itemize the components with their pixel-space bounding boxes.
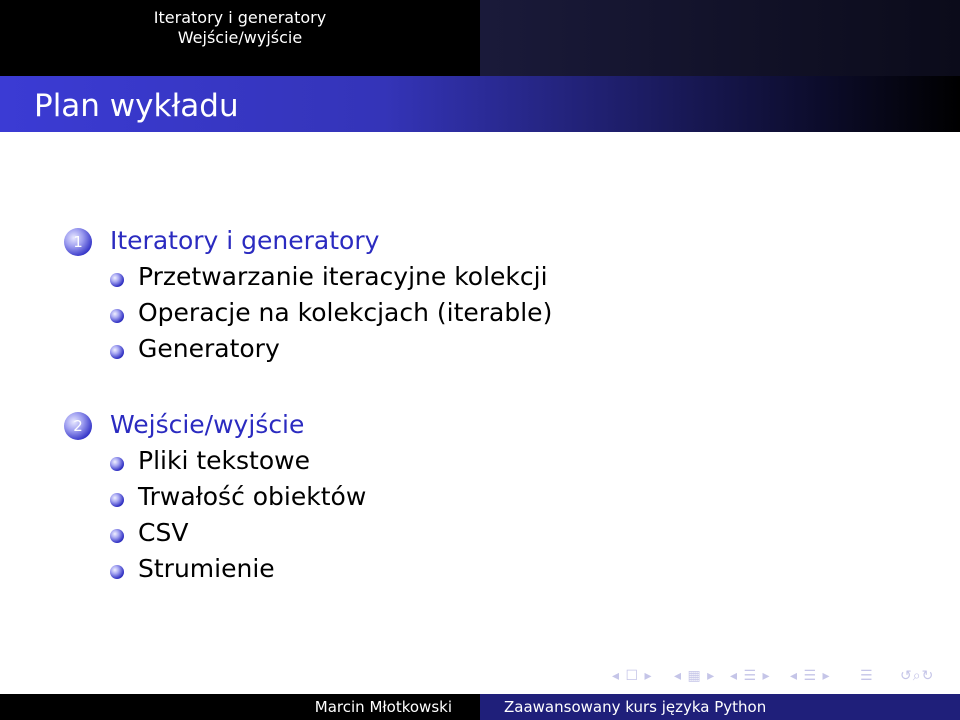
- footer: [0, 694, 960, 720]
- prev-subsection-icon[interactable]: ◂ ▦ ▸: [674, 668, 716, 684]
- list-item-label: Generatory: [138, 334, 280, 363]
- list-item-label: Trwałość obiektów: [138, 482, 367, 511]
- section-number-badge: 2: [64, 412, 92, 440]
- next-section-icon[interactable]: ◂ ☰ ▸: [790, 668, 831, 684]
- bullet-icon: [110, 529, 124, 543]
- section-title[interactable]: Iteratory i generatory: [110, 226, 380, 255]
- header-section-link[interactable]: Iteratory i generatory: [153, 8, 327, 27]
- prev-frame-icon[interactable]: ◂ ☐ ▸: [612, 668, 653, 684]
- list-item-label: Operacje na kolekcjach (iterable): [138, 298, 553, 327]
- bullet-icon: [110, 273, 124, 287]
- footer-course: Zaawansowany kurs języka Python: [480, 694, 960, 720]
- slide-title: Plan wykładu: [34, 88, 239, 124]
- bullet-icon: [110, 493, 124, 507]
- header-subsection-link[interactable]: Wejście/wyjście: [177, 28, 303, 47]
- bullet-icon: [110, 565, 124, 579]
- header-navigation: [0, 0, 480, 76]
- section-title[interactable]: Wejście/wyjście: [110, 410, 305, 439]
- list-item-label: Przetwarzanie iteracyjne kolekcji: [138, 262, 548, 291]
- section-number-badge: 1: [64, 228, 92, 256]
- navigation-symbols: [612, 668, 952, 688]
- footer-author: Marcin Młotkowski: [0, 694, 480, 720]
- search-icon[interactable]: ↺⌕↻: [900, 668, 935, 684]
- prev-section-icon[interactable]: ◂ ☰ ▸: [730, 668, 771, 684]
- bullet-icon: [110, 457, 124, 471]
- outline-icon[interactable]: ☰: [860, 668, 874, 684]
- top-navigation-bar: [0, 0, 960, 76]
- list-item-label: Strumienie: [138, 554, 275, 583]
- top-bar-right-panel: [480, 0, 960, 76]
- list-item-label: Pliki tekstowe: [138, 446, 310, 475]
- bullet-icon: [110, 309, 124, 323]
- bullet-icon: [110, 345, 124, 359]
- list-item-label: CSV: [138, 518, 189, 547]
